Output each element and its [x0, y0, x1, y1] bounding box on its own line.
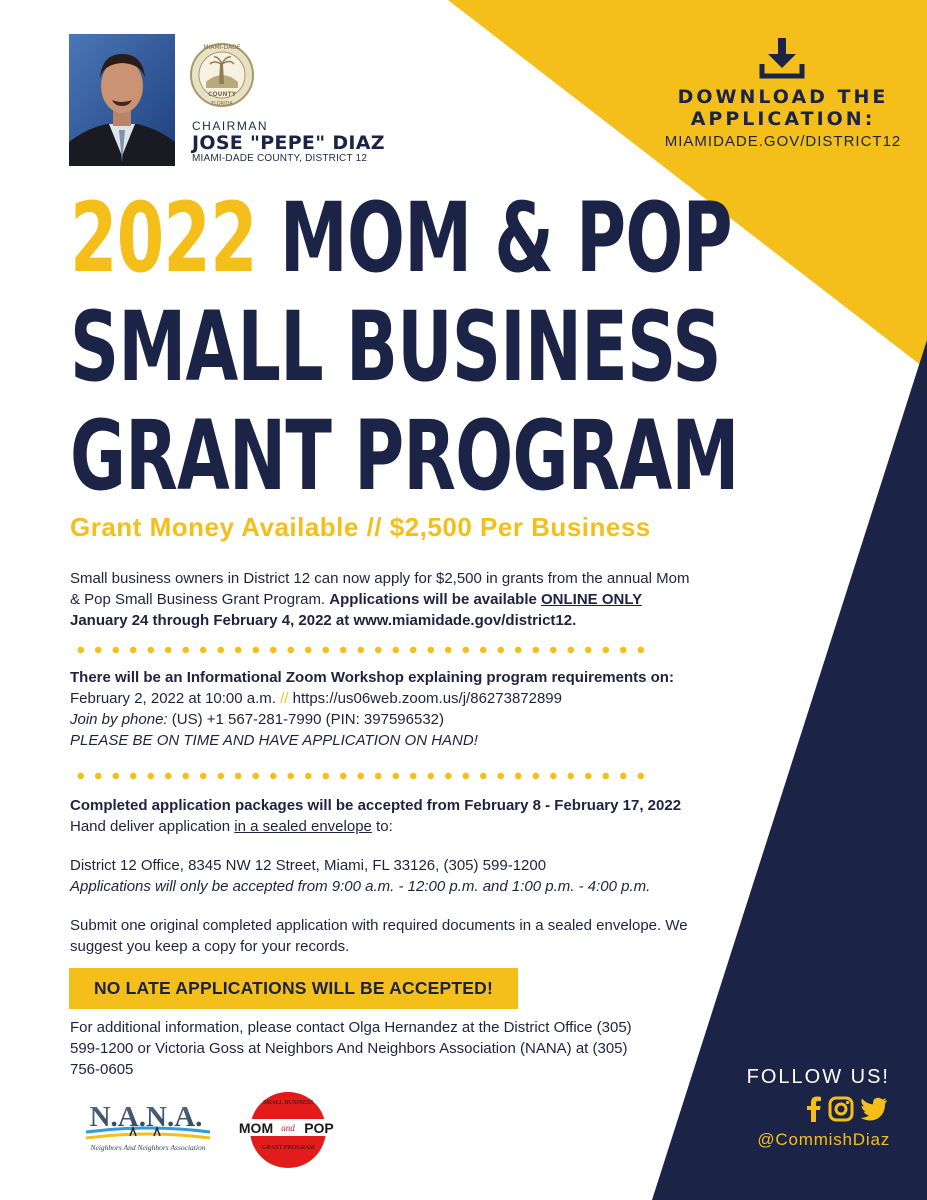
- workshop-notice: PLEASE BE ON TIME AND HAVE APPLICATION ON HAND!: [70, 732, 478, 749]
- title-line-2: SMALL BUSINESS: [70, 291, 721, 403]
- intro-part-1: Small business owners in District 12 can now apply for $2,500 in grants from the annual Mom & Pop Small Business Grant Program.: [70, 570, 690, 608]
- mp-and-text: and: [281, 1123, 295, 1133]
- deliver-underlined: in a sealed envelope: [234, 818, 372, 835]
- chairman-name: JOSE "PEPE" DIAZ: [192, 132, 385, 154]
- title-line-3: GRANT PROGRAM: [70, 400, 739, 512]
- follow-us-label: FOLLOW US!: [746, 1066, 890, 1088]
- late-notice-banner: [69, 968, 518, 1009]
- nana-logo: [78, 1100, 218, 1158]
- instagram-icon[interactable]: [828, 1096, 854, 1127]
- chairman-portrait: [69, 34, 175, 166]
- packages-heading: Completed application packages will be accepted from February 8 - February 17, 2022: [70, 797, 682, 814]
- seal-top-text: MIAMI-DADE: [203, 44, 241, 51]
- mom-and-pop-logo: [238, 1090, 338, 1170]
- workshop-date: February 2, 2022 at 10:00 a.m.: [70, 690, 281, 707]
- deliver-prefix: Hand deliver application: [70, 818, 235, 835]
- intro-online-only: ONLINE ONLY: [541, 591, 642, 608]
- workshop-heading: There will be an Informational Zoom Workshop explaining program requirements on:: [70, 669, 674, 686]
- chairman-info: [192, 119, 385, 164]
- intro-part-4[interactable]: January 24 through February 4, 2022 at www.miamidade.gov/district12.: [70, 612, 577, 629]
- facebook-icon[interactable]: [806, 1096, 822, 1127]
- workshop-phone-line: [70, 709, 710, 730]
- intro-paragraph: [70, 568, 700, 631]
- dotted-divider: [72, 645, 652, 655]
- seal-bottom-text: FLORIDA: [211, 101, 233, 107]
- mp-top-text: SMALL BUSINESS: [262, 1099, 314, 1106]
- twitter-icon[interactable]: [860, 1097, 888, 1126]
- deliver-suffix: to:: [371, 818, 393, 835]
- contact-paragraph: For additional information, please contact Olga Hernandez at the District Office (305) 599-1200 or Victoria Goss at Neighbors And Neighbors Association (NANA) at (305) 756-0605: [70, 1019, 632, 1078]
- social-icons: [798, 1097, 888, 1125]
- chairman-role: CHAIRMAN: [192, 119, 269, 133]
- deliver-line: [70, 816, 710, 837]
- workshop-separator: //: [280, 690, 289, 707]
- workshop-phone: (US) +1 567-281-7990 (PIN: 397596532): [167, 711, 445, 728]
- nana-logo-text: N.A.N.A.: [89, 1101, 203, 1133]
- office-hours: Applications will only be accepted from 9:00 a.m. - 12:00 p.m. and 1:00 p.m. - 4:00 p.m.: [70, 878, 651, 895]
- title-year: 2022: [70, 182, 257, 294]
- nana-logo-subtext: Neighbors And Neighbors Association: [90, 1143, 206, 1152]
- late-notice-text: NO LATE APPLICATIONS WILL BE ACCEPTED!: [93, 978, 494, 998]
- dotted-divider: [72, 771, 652, 781]
- seal-mid-text: COUNTY: [208, 91, 236, 98]
- office-info: [70, 855, 710, 897]
- intro-part-2: Applications will be available: [329, 591, 542, 608]
- workshop-date-line: [70, 688, 710, 709]
- page-title: [70, 184, 739, 511]
- grant-amount-subtitle: Grant Money Available // $2,500 Per Business: [70, 512, 651, 542]
- title-line-1-rest: MOM & POP: [279, 182, 732, 294]
- chairman-district: MIAMI-DADE COUNTY, DISTRICT 12: [192, 153, 368, 164]
- office-address: District 12 Office, 8345 NW 12 Street, Miami, FL 33126, (305) 599-1200: [70, 857, 547, 874]
- submit-instructions: Submit one original completed application with required documents in a sealed envelope. We suggest you keep a copy for your records.: [70, 917, 688, 955]
- mp-bottom-text: GRANT PROGRAM: [261, 1144, 315, 1151]
- workshop-link[interactable]: https://us06web.zoom.us/j/86273872899: [288, 690, 562, 707]
- title-line-1: [70, 184, 739, 293]
- download-icon[interactable]: [758, 36, 806, 80]
- download-url[interactable]: MIAMIDADE.GOV/DISTRICT12: [664, 133, 902, 150]
- download-title: DOWNLOAD THE APPLICATION:: [677, 86, 889, 130]
- mp-mom-text: MOM: [238, 1120, 274, 1136]
- packages-section: [70, 795, 710, 837]
- mp-pop-text: POP: [304, 1120, 334, 1136]
- workshop-phone-label: Join by phone:: [70, 711, 168, 728]
- workshop-section: [70, 667, 710, 751]
- social-handle[interactable]: @CommishDiaz: [757, 1130, 890, 1149]
- county-seal: [190, 38, 254, 112]
